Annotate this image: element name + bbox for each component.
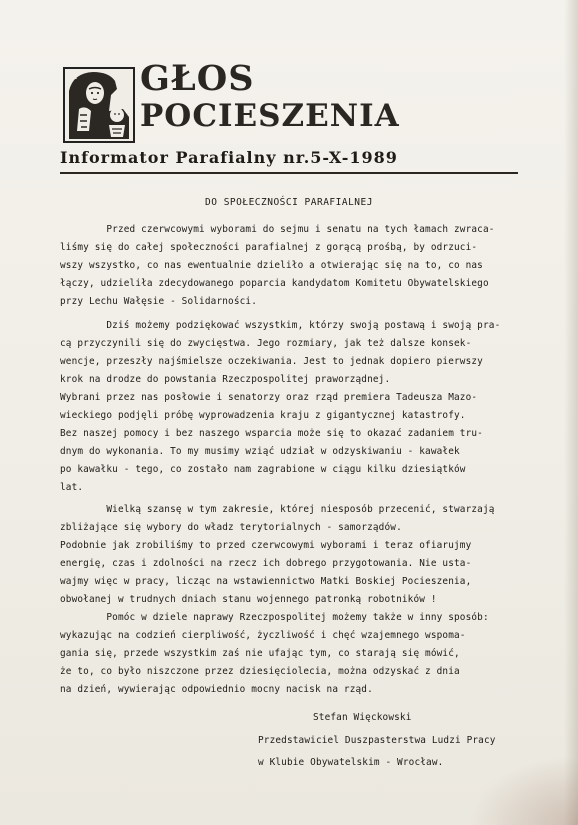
body-line: Przed czerwcowymi wyborami do sejmu i senatu na tych łamach zwraca-: [60, 224, 495, 235]
body-line: Dziś możemy podziękować wszystkim, którzy swoją postawą i swoją pra-: [60, 320, 501, 331]
body-line: wszy wszystko, co nas ewentualnie dzieliło a otwierając się na to, co nas: [60, 260, 483, 271]
signature-role-line1: Przedstawiciel Duszpasterstwa Ludzi Pracy: [258, 735, 496, 746]
body-line: zbliżające się wybory do władz terytorialnych - samorządów.: [60, 522, 402, 533]
body-line: na dzień, wywierając odpowiednio mocny nacisk na rząd.: [60, 684, 373, 695]
header-rule: [60, 172, 518, 174]
body-line: wieckiego podjęli próbę wyprowadzenia kraju z gigantycznej katastrofy.: [60, 410, 466, 421]
issue-subtitle: Informator Parafialny nr.5-X-1989: [60, 148, 398, 167]
madonna-and-child-icon: [63, 67, 135, 143]
body-line: łączy, udzieliła zdecydowanego poparcia kandydatom Komitetu Obywatelskiego: [60, 278, 489, 289]
body-line: obwołanej w trudnych dniach stanu wojennego patronką robotników !: [60, 594, 437, 605]
masthead-title-line1: GŁOS: [140, 58, 255, 99]
corner-stain: [468, 755, 578, 825]
body-line: wencje, przeszły najśmielsze oczekiwania. Jest to jednak dopiero pierwszy: [60, 356, 483, 367]
body-line: Bez naszej pomocy i bez naszego wsparcia może się to okazać zadaniem tru-: [60, 428, 483, 439]
body-line: Podobnie jak zrobiliśmy to przed czerwcowymi wyborami i teraz ofiarujmy: [60, 540, 472, 551]
body-line: Wybrani przez nas posłowie i senatorzy oraz rząd premiera Tadeusza Mazo-: [60, 392, 478, 403]
masthead-title-line2: POCIESZENIA: [140, 98, 400, 134]
body-line: energię, czas i zdolności na rzecz ich dobrego przygotowania. Nie usta-: [60, 558, 472, 569]
page-edge-shadow: [564, 0, 578, 825]
body-line: wykazując na codzień cierpliwość, życzliwość i chęć wzajemnego wspoma-: [60, 630, 466, 641]
masthead-title: [140, 60, 400, 134]
body-line: Pomóc w dziele naprawy Rzeczpospolitej możemy także w inny sposób:: [60, 612, 489, 623]
letter-heading: DO SPOŁECZNOŚCI PARAFIALNEJ: [205, 197, 373, 208]
body-line: Wielką szansę w tym zakresie, której niesposób przecenić, stwarzają: [60, 504, 495, 515]
body-line: wajmy więc w pracy, licząc na wstawiennictwo Matki Boskiej Pocieszenia,: [60, 576, 472, 587]
body-line: gania się, przede wszystkim zaś nie ufając tym, co starają się mówić,: [60, 648, 460, 659]
body-line: że to, co było niszczone przez dziesięciolecia, można odzyskać z dnia: [60, 666, 460, 677]
body-line: po kawałku - tego, co zostało nam zagrabione w ciągu kilku dziesiątków: [60, 464, 466, 475]
body-line: krok na drodze do powstania Rzeczpospolitej praworządnej.: [60, 374, 391, 385]
body-line: cą przyczynili się do zwycięstwa. Jego rozmiary, jak też dalsze konsek-: [60, 338, 472, 349]
signature-name: Stefan Więckowski: [313, 712, 412, 723]
body-line: liśmy się do całej społeczności parafialnej z gorącą prośbą, by odrzuci-: [60, 242, 478, 253]
body-line: dnym do wykonania. To my musimy wziąć udział w odzyskiwaniu - kawałek: [60, 446, 460, 457]
body-line: lat.: [60, 482, 84, 493]
signature-role-line2: w Klubie Obywatelskim - Wrocław.: [258, 757, 444, 768]
body-line: przy Lechu Wałęsie - Solidarności.: [60, 296, 258, 307]
